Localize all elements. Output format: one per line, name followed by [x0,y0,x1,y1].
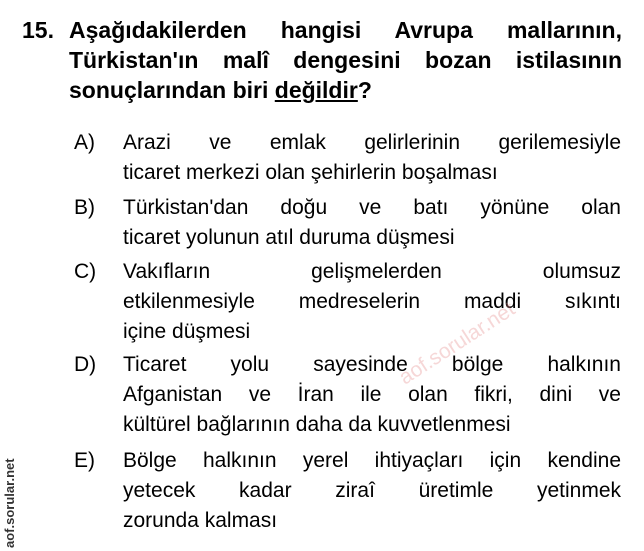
question-stem [69,15,622,105]
option-e-line-2: yetecek kadar ziraî üretimle yetinmek [123,479,621,502]
option-c-line-1: Vakıfların gelişmelerden olumsuz [123,260,621,283]
option-c-line-2: etkilenmesiyle medreselerin maddi sıkıntı [123,290,621,313]
option-d-letter: D) [74,353,97,376]
option-e-line-1: Bölge halkının yerel ihtiyaçları için kendine [123,449,621,472]
option-e-letter: E) [74,449,95,472]
option-e-text [123,446,621,536]
option-a-line-2: ticaret merkezi olan şehirlerin boşalması [123,161,498,184]
option-b-line-2: ticaret yolunun atıl duruma düşmesi [123,226,455,249]
watermark-side: aof.sorular.net [2,458,17,548]
option-e-line-3: zorunda kalması [123,509,278,532]
option-a-text [123,128,621,188]
option-d-line-1: Ticaret yolu sayesinde bölge halkının [123,353,621,376]
option-c-line-3: içine düşmesi [123,320,251,343]
option-a-letter: A) [74,131,95,154]
question-line-3-suffix: ? [357,77,372,103]
option-b-text [123,193,621,253]
question-line-3-prefix: sonuçlarından biri [69,77,275,103]
option-d-text [123,350,621,440]
question-line-3 [69,75,622,105]
watermark-diagonal: aof.sorular.net [395,297,520,390]
option-b-letter: B) [74,196,95,219]
option-d-line-2: Afganistan ve İran ile olan fikri, dini ve [123,383,621,406]
question-line-2: Türkistan'ın malî dengesini bozan istilasının [69,47,622,73]
option-c-text [123,257,621,347]
option-b-line-1: Türkistan'dan doğu ve batı yönüne olan [123,196,621,219]
option-a-line-1: Arazi ve emlak gelirlerinin gerilemesiyle [123,131,621,154]
option-d-line-3: kültürel bağlarının daha da kuvvetlenmesi [123,413,511,436]
question-line-1: Aşağıdakilerden hangisi Avrupa mallarının, [69,17,622,43]
option-c-letter: C) [74,260,97,283]
question-number: 15. [22,17,54,43]
question-negation-emphasis: değildir [274,77,358,103]
